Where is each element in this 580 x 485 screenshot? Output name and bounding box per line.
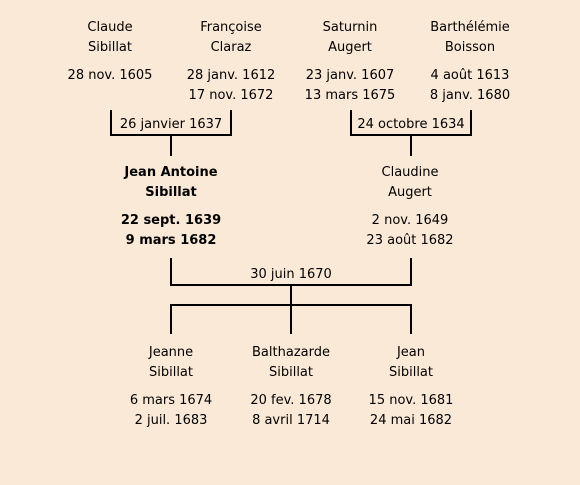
first-name: Barthélémie [430,20,510,35]
first-name: Saturnin [322,20,378,35]
marriage-date-parents: 30 juin 1670 [250,267,332,282]
connector-line [290,304,292,334]
death-date: 8 janv. 1680 [429,88,511,103]
birth-date: 20 fev. 1678 [250,393,332,408]
person-francoise-claraz [166,18,296,106]
connector-line [170,134,172,156]
connector-line [410,258,412,286]
last-name: Sibillat [145,185,197,200]
birth-date: 2 nov. 1649 [371,213,449,228]
connector-line [230,110,232,136]
death-date: 8 avril 1714 [252,413,330,428]
person-jean-antoine-sibillat [106,163,236,251]
person-balthazarde-sibillat [226,343,356,431]
death-date: 13 mars 1675 [304,88,396,103]
first-name: Jean Antoine [124,165,218,180]
birth-date: 15 nov. 1681 [368,393,454,408]
death-date: 9 mars 1682 [125,233,217,248]
death-date: 24 mai 1682 [369,413,453,428]
person-barthelemie-boisson [405,18,535,106]
first-name: Claude [87,20,133,35]
connector-line [170,304,172,334]
birth-date: 28 nov. 1605 [67,68,153,83]
death-date: 23 août 1682 [366,233,454,248]
connector-line [290,284,292,304]
person-saturnin-augert [285,18,415,106]
person-claudine-augert [345,163,475,251]
person-claude-sibillat [45,18,175,86]
first-name: Balthazarde [252,345,330,360]
last-name: Augert [328,40,372,55]
connector-line [410,134,412,156]
marriage-date-paternal-grandparents: 26 janvier 1637 [119,117,223,132]
first-name: Jeanne [148,345,194,360]
first-name: Françoise [200,20,262,35]
last-name: Boisson [444,40,496,55]
death-date: 17 nov. 1672 [188,88,274,103]
first-name: Claudine [381,165,439,180]
connector-line [410,304,412,334]
birth-date: 6 mars 1674 [129,393,213,408]
last-name: Sibillat [87,40,132,55]
connector-line [470,110,472,136]
birth-date: 4 août 1613 [430,68,510,83]
marriage-date-maternal-grandparents: 24 octobre 1634 [357,117,465,132]
death-date: 2 juil. 1683 [134,413,208,428]
last-name: Claraz [210,40,252,55]
birth-date: 22 sept. 1639 [120,213,222,228]
last-name: Sibillat [268,365,313,380]
last-name: Sibillat [388,365,433,380]
last-name: Augert [388,185,432,200]
person-jeanne-sibillat [106,343,236,431]
connector-line [170,258,172,286]
person-jean-sibillat [346,343,476,431]
first-name: Jean [396,345,426,360]
last-name: Sibillat [148,365,193,380]
birth-date: 28 janv. 1612 [186,68,276,83]
birth-date: 23 janv. 1607 [305,68,395,83]
